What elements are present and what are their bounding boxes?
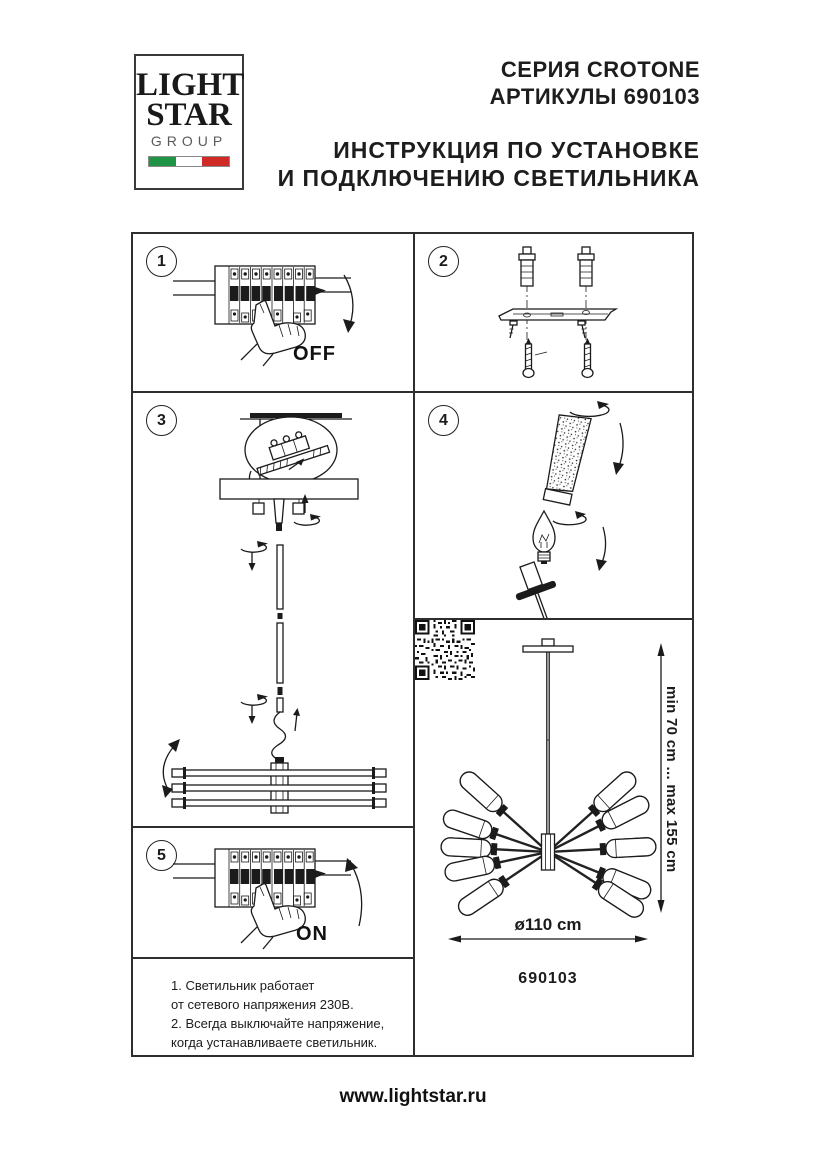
rotate-arrow-icon [553,511,586,525]
logo-word-star: STAR [146,97,232,133]
rotate-arrow-icon [570,401,609,416]
terminal-detail-callout [245,417,337,485]
hanging-rod [547,652,549,836]
safety-notes-panel [133,959,415,1055]
series-title: СЕРИЯ CROTONE [500,57,700,82]
glass-shade-icon [541,412,591,506]
step-number-badge: 2 [428,246,459,277]
qr-code-icon [415,620,475,680]
note-line: когда устанавливаете светильник. [171,1035,378,1050]
step-5-panel [133,828,415,959]
italian-flag-icon [148,156,230,167]
circuit-breaker-on-drawing [133,828,413,957]
arrow-up-icon [293,708,300,731]
breaker-toggles [230,286,326,301]
lamp-socket-arm [507,557,570,618]
diameter-dimension-arrow [448,936,648,943]
off-label: OFF [293,343,336,365]
article-number: 690103 [518,970,578,987]
power-cord [272,712,286,770]
step-1-panel [133,234,415,393]
arrow-down-icon [596,527,607,571]
instruction-title-line1: ИНСТРУКЦИЯ ПО УСТАНОВКЕ [333,137,700,163]
chandelier-body-stack [172,763,386,813]
mounting-bracket-drawing [415,234,692,391]
arrow-down-icon [343,275,355,333]
step-number-badge: 4 [428,405,459,436]
product-dimensions-panel [415,620,692,1055]
bracket-bar [499,309,616,320]
height-dimension-label: min 70 cm ... max 155 cm [663,685,680,873]
circuit-breaker-off-drawing [133,234,413,391]
document-title-block [278,56,700,192]
canopy-plate [220,479,358,531]
lightstar-logo [134,54,244,190]
step-4-panel [415,393,692,620]
center-hub [542,834,555,870]
step-3-panel [133,393,415,828]
step-number-badge: 3 [146,405,177,436]
instruction-grid [131,232,694,1057]
screw-rotation-icon [241,694,268,724]
chandelier-dimensions-drawing [415,620,692,1055]
instruction-title-line2: И ПОДКЛЮЧЕНИЮ СВЕТИЛЬНИКА [277,165,700,191]
article-title: АРТИКУЛЫ 690103 [489,84,700,109]
note-line: 1. Светильник работает [171,978,315,993]
arrow-up-icon [345,858,362,926]
step-2-panel [415,234,692,393]
footer-website: www.lightstar.ru [339,1086,487,1107]
arrow-down-icon [613,423,624,475]
on-label: ON [296,923,328,945]
screw-rotation-icon [241,541,268,571]
step-number-badge: 5 [146,840,177,871]
breaker-toggles [230,869,326,884]
step-number-badge: 1 [146,246,177,277]
shade-bulb-install-drawing [415,393,692,618]
rod-assembly-drawing [133,393,413,826]
ceiling-canopy [523,639,573,652]
note-line: от сетевого напряжения 230В. [171,997,354,1012]
candle-bulb-icon [533,511,555,564]
rod-segments [277,545,283,712]
logo-word-group: GROUP [150,133,228,149]
wall-plug-icon [519,247,594,286]
note-line: 2. Всегда выключайте напряжение, [171,1016,385,1031]
diameter-dimension-label: ø110 cm [514,915,582,934]
logo-word-light: LIGHT [136,67,245,103]
mounting-screw-icon [523,338,593,378]
small-screw-icon [509,321,586,338]
